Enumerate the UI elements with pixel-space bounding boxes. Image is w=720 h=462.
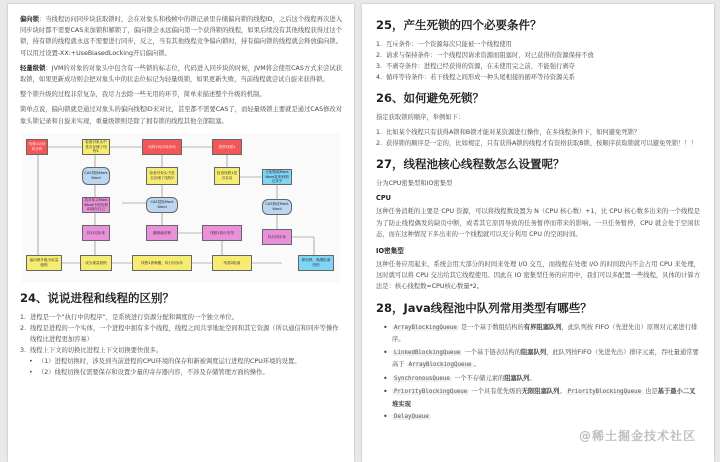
list-item: • PriorityBlockingQueue 一个具有优先级的无限阻塞队列。 PriorityBlockingQueue 也是基于最小二叉堆实现 bbox=[376, 386, 700, 410]
section-24-list bbox=[20, 312, 342, 356]
section-27-intro: 分为CPU密集型和IO密集型 bbox=[376, 180, 453, 188]
list-item: • LinkedBlockingQueue 一个基于链表结构的阻塞队列，此队列按FIFO（先进先出）排序元素，吞吐量通常要高于 ArrayBlockingQueue 。 bbox=[376, 347, 700, 372]
biased-lock-paragraph bbox=[20, 14, 342, 59]
section-28-title: 28，Java线程池中队列常用类型有哪些？ bbox=[376, 300, 592, 315]
cpu-subtitle: CPU bbox=[376, 194, 392, 203]
section-24-title: 24、说说进程和线程的区别？ bbox=[20, 290, 175, 305]
flow-node-cas-modify: CAS修改Mark Word bbox=[262, 199, 292, 215]
list-item: 4. 循环等待条件：若干线程之间形成一种头尾相接的循环等待资源关系 bbox=[376, 74, 575, 81]
io-subtitle: IO密集型 bbox=[376, 247, 404, 256]
flow-node-wake-thread1: 线程1被唤醒，执行同步体 bbox=[132, 255, 192, 271]
flow-node-check-alive: 检查线程1是否存活 bbox=[214, 167, 240, 185]
lightweight-lock-text: ：JVM的对象的对象头中包含有一些锁的标志位，代码进入同步块的时候，JVM将会使用CAS方式来尝试获取锁，如果更新成功则会把对象头中的状态位标记为轻量级锁，如果更新失败，当前线程就尝试自旋来获得锁。 bbox=[20, 64, 342, 84]
list-item: • ArrayBlockingQueue 是一个基于数组结构的有界阻塞队列，此队列按 FIFO（先进先出）原则对元素进行排序。 bbox=[376, 322, 700, 346]
flow-node-execute-sync: 执行同步体 bbox=[82, 225, 110, 241]
list-item: 3. 线程上下文的切换比进程上下文切换要快很多。 bbox=[20, 346, 163, 354]
code-priority-blocking-queue: PriorityBlockingQueue bbox=[394, 389, 468, 396]
flow-node-check-thread1: 检查对象头中是否存储了线程1 bbox=[82, 139, 110, 155]
flow-node-check-thread2: 检查对象头中是否存储了线程2 bbox=[146, 167, 178, 185]
list-item: • SynchronousQueue 一个不存储元素的阻塞队列。 bbox=[376, 373, 700, 386]
biased-lock-term: 偏向锁 bbox=[20, 16, 39, 23]
code-synchronous-queue: SynchronousQueue bbox=[394, 375, 450, 382]
list-item: • （1）进程切换时，涉及到当前进程的CPU环境的保存和新被调度运行进程的CPU环境的设置。 bbox=[20, 356, 342, 367]
list-item: 1. 互斥条件：一个资源每次只能被一个线程使用 bbox=[376, 41, 512, 48]
lightweight-lock-term: 轻量级锁 bbox=[20, 64, 46, 72]
flow-node-cas-replace: CAS替换Mark Word bbox=[82, 167, 110, 185]
list-item: 1. 进程是一个“执行中的程序”，是系统进行资源分配和调度的一个独立单位。 bbox=[20, 313, 239, 321]
code-linked-blocking-queue: LinkedBlockingQueue bbox=[394, 349, 461, 356]
list-item: 1. 比如某个线程只有获得A锁和B锁才能对某资源进行操作，在多线程条件下，如何避免死锁？ bbox=[376, 129, 641, 137]
right-page bbox=[362, 4, 714, 462]
flow-node-heavyweight: 成为重量级锁 bbox=[80, 255, 112, 271]
section-27-title: 27，线程池核心线程数怎么设置呢？ bbox=[376, 157, 565, 172]
flow-node-pause-thread1: 暂停线程1 bbox=[212, 139, 242, 155]
cpu-paragraph: 这种任务消耗的主要是 CPU 资源，可以将线程数设置为 N（CPU 核心数）+1，比 CPU 核心数多出来的一个线程是为了防止线程偶发的缺页中断，或者其它原因导致的任务暂停而带来的影响。一旦任务暂停，CPU 就会处于空闲状态，而在这种情况下多出来的一个线程就可以充分利用 CPU 的空闲时间。 bbox=[376, 208, 700, 238]
section-26-intro: 指定获取锁的顺序，举例如下： bbox=[376, 114, 465, 121]
queue-type-list bbox=[376, 322, 700, 424]
lock-upgrade-flowchart bbox=[22, 133, 340, 283]
flow-node-cas-replace-2: CAS替换Mark Word bbox=[146, 197, 178, 213]
flow-node-set-thread-id: 将对象头Mark Word中的线程ID指向自己 bbox=[82, 197, 110, 213]
lightweight-lock-paragraph bbox=[20, 63, 342, 85]
watermark: @稀土掘金技术社区 bbox=[578, 429, 696, 443]
list-item bbox=[376, 411, 700, 424]
list-item: • （2）线程切换仅需要保存和设置少量的寄存器内容，不涉及存储管理方面的操作。 bbox=[20, 367, 342, 378]
list-item: 3. 不剥夺条件：进程已经获得的资源，在未使用完之前，不能强行剥夺 bbox=[376, 63, 575, 70]
io-paragraph: 这种任务应用起来，系统会用大部分的时间来处理 I/O 交互，而线程在处理 I/O 的时间段内不会占用 CPU 来处理，这时就可以将 CPU 交出给其它线程使用。因此在 IO 密集型任务的应用中，我们可以多配置一些线程，具体的计算方法是：核心线程数=CPU核心数量*2。 bbox=[376, 261, 700, 291]
list-item: 2. 线程是进程的一个实体，一个进程中拥有多个线程，线程之间共享地址空间和其它资源（所以通信和同步等操作线程比进程更加容易） bbox=[20, 324, 339, 343]
section-26-list bbox=[376, 127, 700, 149]
flow-node-thread1-access: 线程1访问同步块 bbox=[26, 139, 48, 155]
section-25-list bbox=[376, 39, 700, 83]
flow-node-upgrade-light: 偏向锁升级为轻量级锁 bbox=[26, 255, 62, 271]
flow-node-alloc-frame: 分配栈帧Mark Word复制到锁记录中 bbox=[262, 169, 292, 185]
section-26-title: 26、如何避免死锁？ bbox=[376, 91, 485, 105]
flow-node-release-lock: 释放锁，唤醒阻塞线程 bbox=[298, 255, 334, 271]
left-page bbox=[8, 4, 354, 462]
section-24-sublist bbox=[20, 356, 342, 378]
flow-node-thread1-done: 线程1执行完毕 bbox=[202, 225, 242, 241]
list-item: 2. 获得锁的顺序是一定的，比如规定，只有获得A锁的线程才有资格获取B锁，按顺序获取锁就可以避免死锁！！！ bbox=[376, 140, 697, 148]
lock-summary-paragraph: 简单点说，偏向锁就是通过对象头的偏向线程ID来对比，甚至都不需要CAS了，而轻量级锁主要就是通过CAS修改对象头锁记录和自旋来实现，重量级锁则是除了拥有锁的线程其他全部阻塞。 bbox=[20, 106, 342, 125]
code-array-blocking-queue: ArrayBlockingQueue bbox=[394, 324, 457, 331]
list-item: 2. 请求与保持条件：一个线程因请求资源而阻塞时，对已获得的资源保持不放 bbox=[376, 52, 594, 59]
code-delay-queue: DelayQueue bbox=[394, 414, 429, 421]
flow-node-thread2-block: 线程2阻塞 bbox=[212, 255, 252, 271]
flow-node-revoke-biased: 撤销偏向锁 bbox=[146, 225, 178, 241]
lock-upgrade-intro: 整个锁升级的过程非常复杂，我尽力去除一些无用的环节，简单来描述整个升级的机制。 bbox=[20, 91, 266, 99]
section-25-title: 25，产生死锁的四个必要条件？ bbox=[376, 18, 542, 32]
flow-node-thread2-access: 线程2访问同步块 bbox=[142, 139, 182, 155]
biased-lock-text: ：当线程访问同步块获取锁时，会在对象头和栈帧中的锁记录里存储偏向锁的线程ID，之后这个线程再次进入同步块时都不需要CAS来加锁和解锁了，偏向锁会永远偏向第一个获得锁的线程，如果后续没有其他线程获得过这个锁，持有锁的线程就永远不需要进行同步，反之，当有其他线程竞争偏向锁时，持有偏向锁的线程就会释放偏向锁。可以用过设置-XX:+UseBiasedLocking开启偏向锁。 bbox=[20, 16, 342, 57]
flow-node-execute-sync-2: 执行同步体 bbox=[262, 229, 292, 245]
